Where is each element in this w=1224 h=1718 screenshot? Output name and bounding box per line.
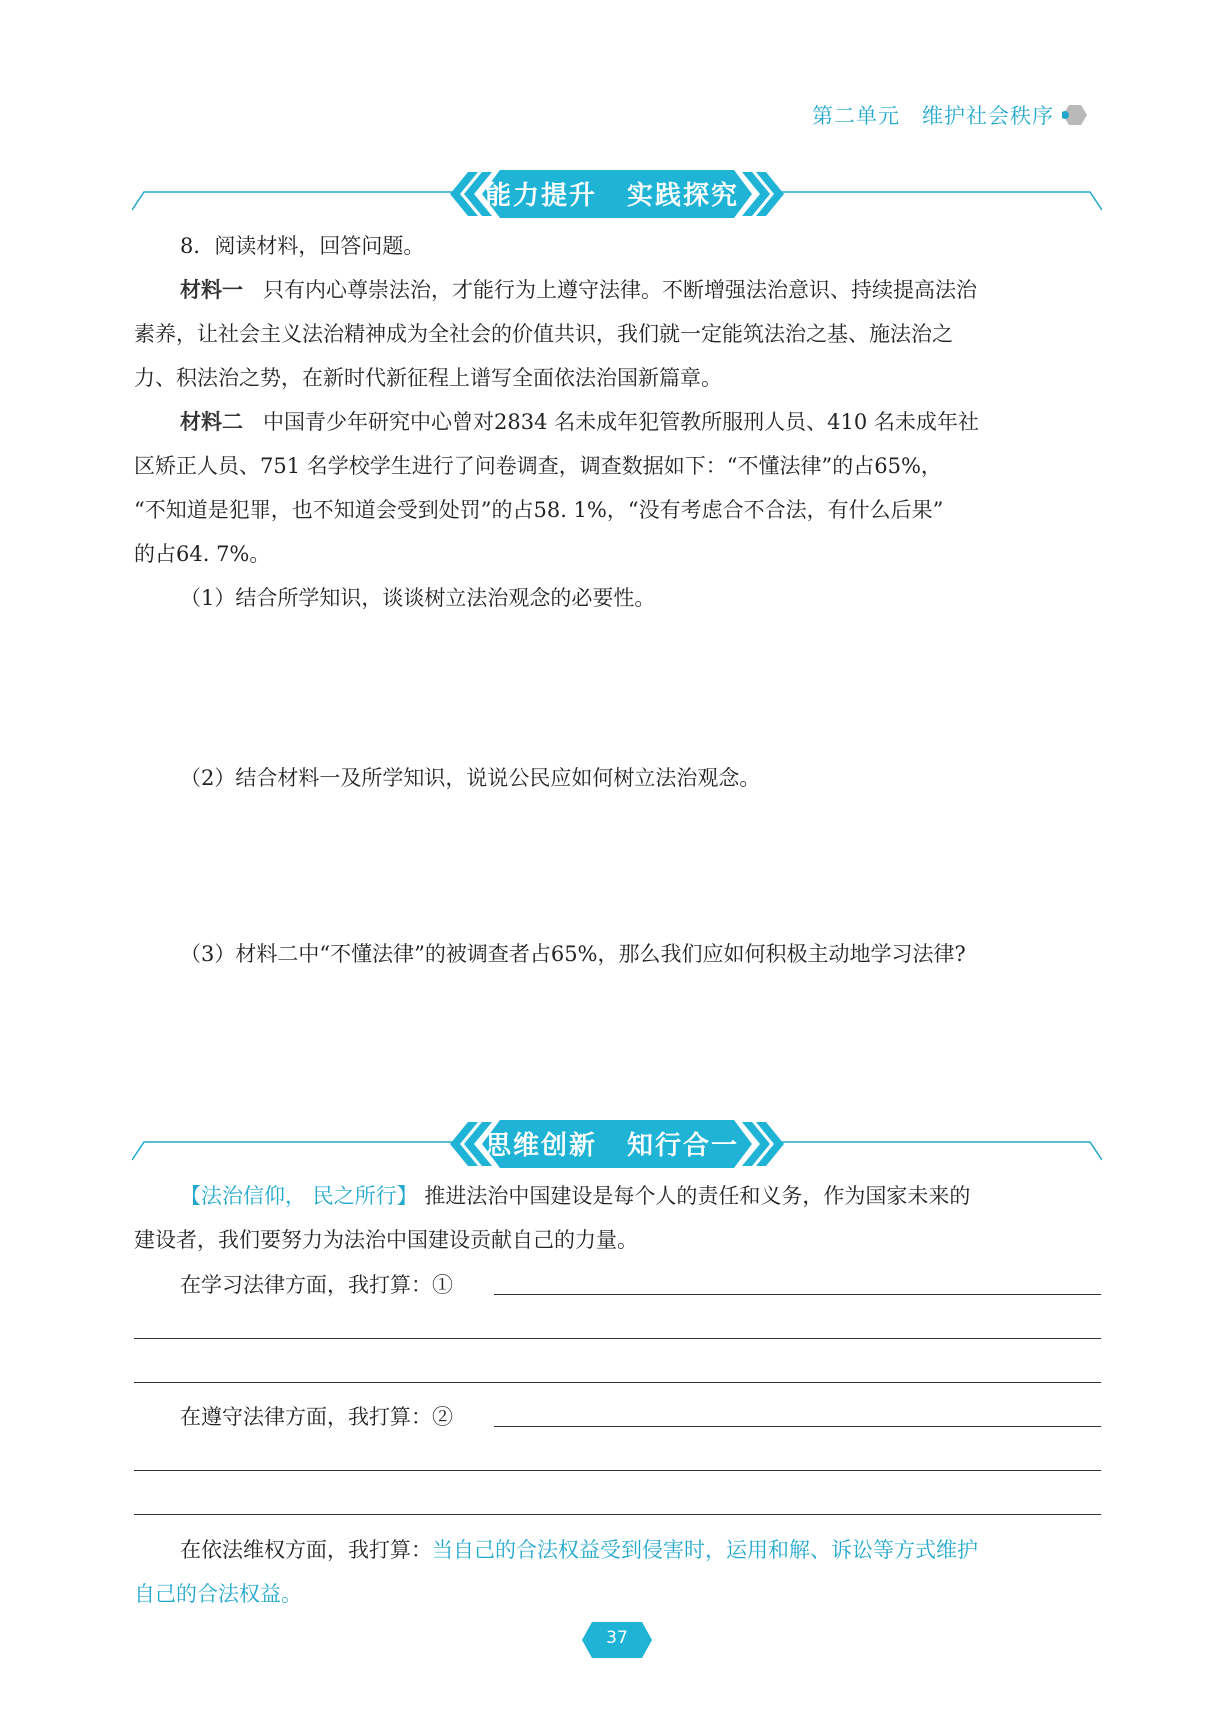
answer-line[interactable] [134,1382,1101,1383]
unit-label: 第二单元 [812,104,900,128]
page-number: 37 [606,1628,628,1648]
material-2-line: 的占64. 7%。 [134,542,271,566]
activity-tag: 【法治信仰， 民之所行】 [180,1184,418,1208]
sample-answer: 自己的合法权益。 [134,1582,302,1606]
sub-question-3: （3）材料二中“不懂法律”的被调查者占65%，那么我们应如何积极主动地学习法律? [180,942,966,966]
material-2-line: “不知道是犯罪，也不知道会受到处罚”的占58. 1%，“没有考虑合不合法，有什么后果” [134,498,944,522]
answer-line[interactable] [134,1514,1101,1515]
answer-line[interactable] [494,1426,1101,1427]
material-1-line: 力、积法治之势，在新时代新征程上谱写全面依法治国新篇章。 [134,366,722,390]
unit-title: 维护社会秩序 [922,104,1054,128]
running-header [812,100,1054,130]
material-1-line: 素养，让社会主义法治精神成为全社会的价值共识，我们就一定能筑法治之基、施法治之 [134,322,953,346]
answer-line[interactable] [134,1338,1101,1339]
section-title-1: 能力提升 实践探究 [484,181,740,211]
prompt-study-law: 在学习法律方面，我打算：① [180,1273,453,1297]
section-title-2: 思维创新 知行合一 [484,1131,740,1161]
sub-question-2: （2）结合材料一及所学知识，说说公民应如何树立法治观念。 [180,766,761,790]
question-stem: 8．阅读材料，回答问题。 [180,234,425,258]
activity-intro: 【法治信仰， 民之所行】 推进法治中国建设是每个人的责任和义务，作为国家未来的 建设者，我们要努力为法治中国建设贡献自己的力量。 [134,1184,971,1252]
prompt-defend-rights: 在依法维权方面，我打算：当自己的合法权益受到侵害时，运用和解、诉讼等方式维护 自己的合法权益。 [134,1528,1106,1616]
material-1-line: 材料一 只有内心尊崇法治，才能行为上遵守法律。不断增强法治意识、持续提高法治 [180,278,978,302]
hexagon-icon [1062,104,1088,126]
answer-line[interactable] [134,1470,1101,1471]
material-1-label: 材料一 [180,278,243,302]
sub-question-1: （1）结合所学知识，谈谈树立法治观念的必要性。 [180,586,656,610]
material-2-line: 区矫正人员、751 名学校学生进行了问卷调查，调查数据如下：“不懂法律”的占65%， [134,454,942,478]
question-block [134,224,1106,620]
material-2-line: 材料二 中国青少年研究中心曾对2834 名未成年犯管教所服刑人员、410 名未成年社 [180,410,979,434]
prompt-obey-law: 在遵守法律方面，我打算：② [180,1405,453,1429]
answer-line[interactable] [494,1294,1101,1295]
sample-answer: 当自己的合法权益受到侵害时，运用和解、诉讼等方式维护 [432,1538,978,1562]
material-2-label: 材料二 [180,410,243,434]
